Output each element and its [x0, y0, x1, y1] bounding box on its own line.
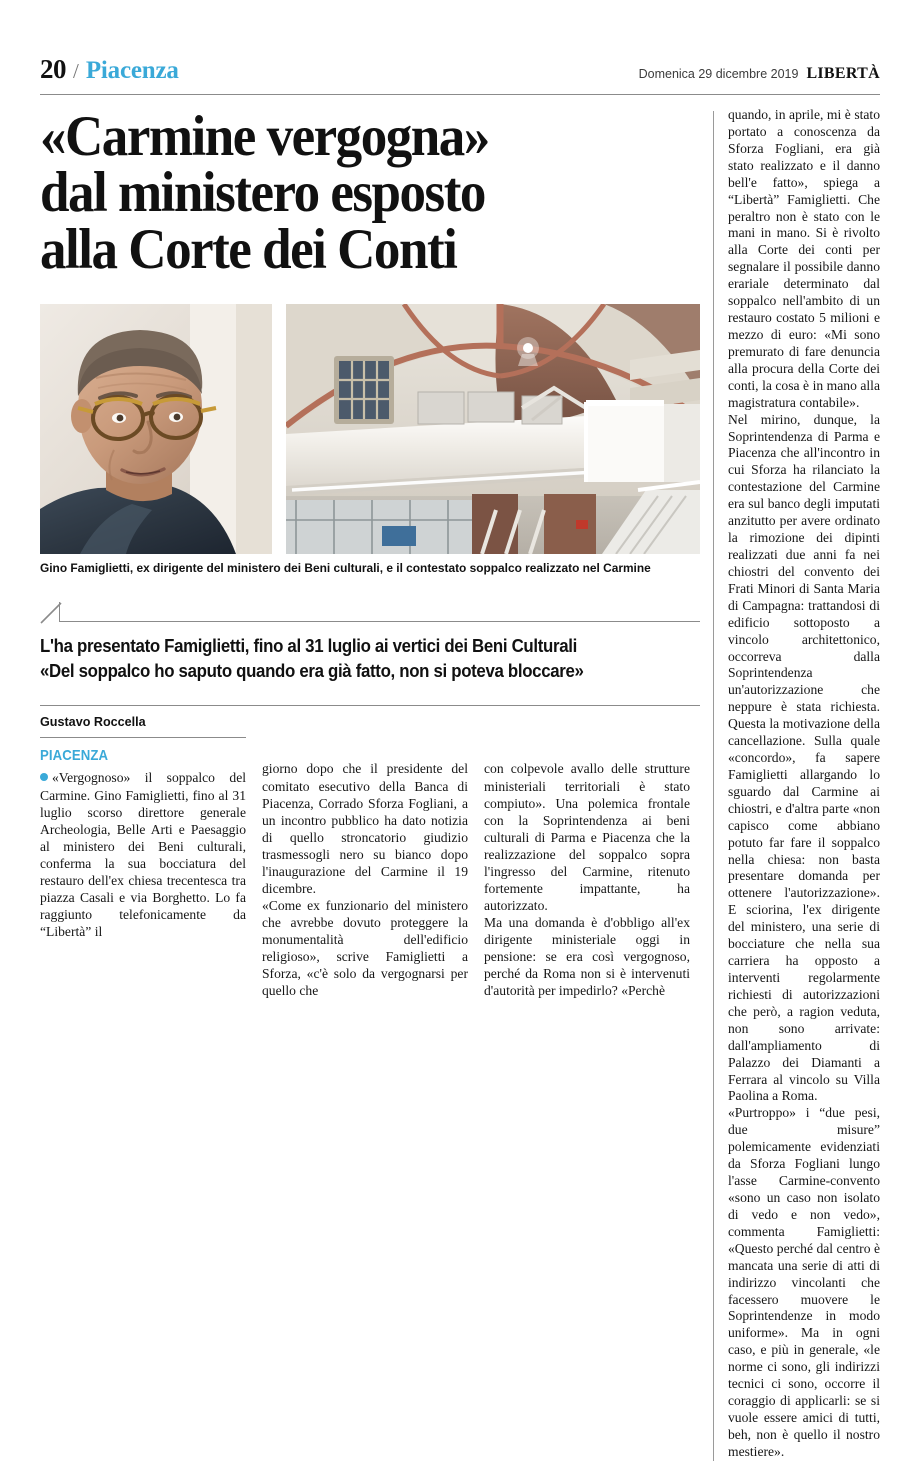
- interior-photo-graphic: [286, 304, 700, 554]
- article-column-3: [484, 706, 690, 999]
- column-2-text: [262, 706, 468, 999]
- article-columns: [40, 706, 700, 999]
- column-3-text: [484, 706, 690, 999]
- headline-line-2: dal ministero esposto: [40, 161, 485, 225]
- article-column-4: [728, 107, 880, 1461]
- paragraph: Nel mirino, dunque, la Soprintendenza di Parma e Piacenza che all'incontro in cui Sforza ha rilanciato la contestazione del Carmine era sul banco degli imputati anzitutto per avere ordinato la rimozione dei dipinti realizzati due anni fa nei chiostri del convento dei Frati Minori di Santa Maria di Campagna: trattandosi di edificio sottoposto a vincolo architettonico, occorreva dalla Soprintendenza un'autorizzazione che neppure è stata richiesta. Questa la motivazione della cancellazione. Sulla quale «concordo», fa sapere Famiglietti allargando lo sguardo dal Carmine ai chiostri, e d'altra parte «non capisco come abbiano potuto far fare il soppalco nella chiesa: non basta presentare domanda per ottenere l'autorizzazione». E sciorina, l'ex dirigente del ministero, una serie di bocciature che nella sua carriera ha opposto a interventi regolarmente richiesti di autorizzazioni che però, a ragion veduta, non sono arrivate: dall'ampliamento di Palazzo dei Diamanti a Ferrara al vincolo su Villa Paolina a Roma.: [728, 411, 880, 1104]
- paragraph: [40, 769, 246, 939]
- flag-tick: [59, 602, 60, 622]
- subhead-line-1: L'ha presentato Famiglietti, fino al 31 luglio ai vertici dei Beni Culturali: [40, 635, 577, 657]
- lead-bullet-icon: [40, 773, 48, 781]
- photo-row: [40, 304, 700, 554]
- paragraph: giorno dopo che il presidente del comitato esecutivo della Banca di Piacenza, Corrado Sforza Fogliani, a un incontro pubblico ha dato notizia di quello stroncatorio giudizio trasmessogli nero su bianco dopo l'inaugurazione del Carmine il 19 dicembre.: [262, 761, 468, 896]
- column-1-text: [40, 769, 246, 939]
- main-article-block: [40, 107, 700, 1461]
- column-gutter-rule: [713, 111, 714, 1461]
- paragraph: quando, in aprile, mi è stato portato a conoscenza da Sforza Fogliani, era già stato realizzato e il danno bell'e fatto», spiega a “Libertà” Famiglietti. Che peraltro non è stato con le mani in mano. Si è rivolto alla Corte dei conti per segnalare il possibile danno erariale determinato dal soppalco nell'ambito di un restauro costato 5 milioni e mezzo di euro: «Mi sono premurato di fare denuncia alla procura della Corte dei conti, la cosa è in mano alla magistratura contabile».: [728, 107, 880, 410]
- masthead-right: [639, 65, 880, 83]
- page-body: [40, 107, 880, 1461]
- portrait-photo-graphic: [40, 304, 272, 554]
- flag-line: [59, 621, 700, 622]
- paragraph: con colpevole avallo delle strutture ministeriali territoriali è stato compiuto». Una polemica frontale con la Soprintendenza ai beni culturali di Parma e Piacenza che la realizzazione del soppalco sopra l'ingresso del Carmine, ritenuto fortemente impattante, ha autorizzato.: [484, 761, 690, 913]
- paragraph: «Purtroppo» i “due pesi, due misure” polemicamente evidenziati da Sforza Fogliani lungo l'asse Carmine-convento «sono un caso non isolato di vedo e non vedo», commenta Famiglietti: «Questo perché dal centro è mancata una serie di atti di indirizzo vincolanti che facessero muovere le Soprintendenze in modo uniforme». Ma in ogni caso, e più in generale, «le norme ci sono, gli indirizzi tecnici ci sono, occorre il coraggio di applicarli: se si vuole essere amici di tutti, beh, non è quello il nostro mestiere».: [728, 1105, 880, 1459]
- photo-carmine-interior: [286, 304, 700, 554]
- publication-date: Domenica 29 dicembre 2019: [638, 67, 799, 81]
- article-column-1: [40, 706, 246, 999]
- masthead-divider: [40, 94, 880, 95]
- article-subhead: [40, 634, 644, 683]
- paragraph: Ma una domanda è d'obbligo all'ex dirigente ministeriale oggi in pensione: se era così vergognoso, perché da Roma non si è intervenuti d'autorità per impedirlo? «Perchè: [484, 914, 690, 999]
- paragraph: «Come ex funzionario del ministero che avrebbe dovuto proteggere la monumentalità dell'edificio religioso», scrive Famiglietti a Sforza, «c'è solo da vergognarsi per quello che: [262, 897, 468, 999]
- article-column-2: [262, 706, 468, 999]
- subhead-line-2: «Del soppalco ho saputo quando era già fatto, non si poteva bloccare»: [40, 659, 584, 681]
- column-1-paragraph-1: «Vergognoso» il soppalco del Carmine. Gino Famiglietti, fino al 31 luglio scorso direttore generale Archeologia, Belle Arti e Paesaggio al ministero dei Beni culturali, conferma la sua bocciatura del restauro dell'ex chiesa trecentesca tra piazza Casali e via Borghetto. Lo fa raggiunto telefonicamente da “Libertà” il: [40, 770, 246, 939]
- headline-line-3: alla Corte dei Conti: [40, 217, 457, 281]
- photo-caption: Gino Famiglietti, ex dirigente del ministero dei Beni culturali, e il contestato soppalco realizzato nel Carmine: [40, 561, 651, 576]
- headline-line-1: «Carmine vergogna»: [40, 105, 489, 168]
- section-flag-rule: [40, 602, 700, 632]
- folio: [40, 54, 179, 85]
- article-headline: [40, 105, 654, 281]
- article-byline: Gustavo Roccella: [40, 706, 246, 738]
- column-4-text: [728, 107, 880, 1461]
- page-masthead: [40, 0, 880, 85]
- page-number: 20: [40, 54, 66, 84]
- article-dateline: PIACENZA: [40, 747, 109, 765]
- section-name: Piacenza: [85, 57, 179, 84]
- photo-famiglietti-portrait: [40, 304, 272, 554]
- folio-separator: /: [73, 59, 79, 83]
- newspaper-logo: LIBERTÀ: [806, 65, 880, 82]
